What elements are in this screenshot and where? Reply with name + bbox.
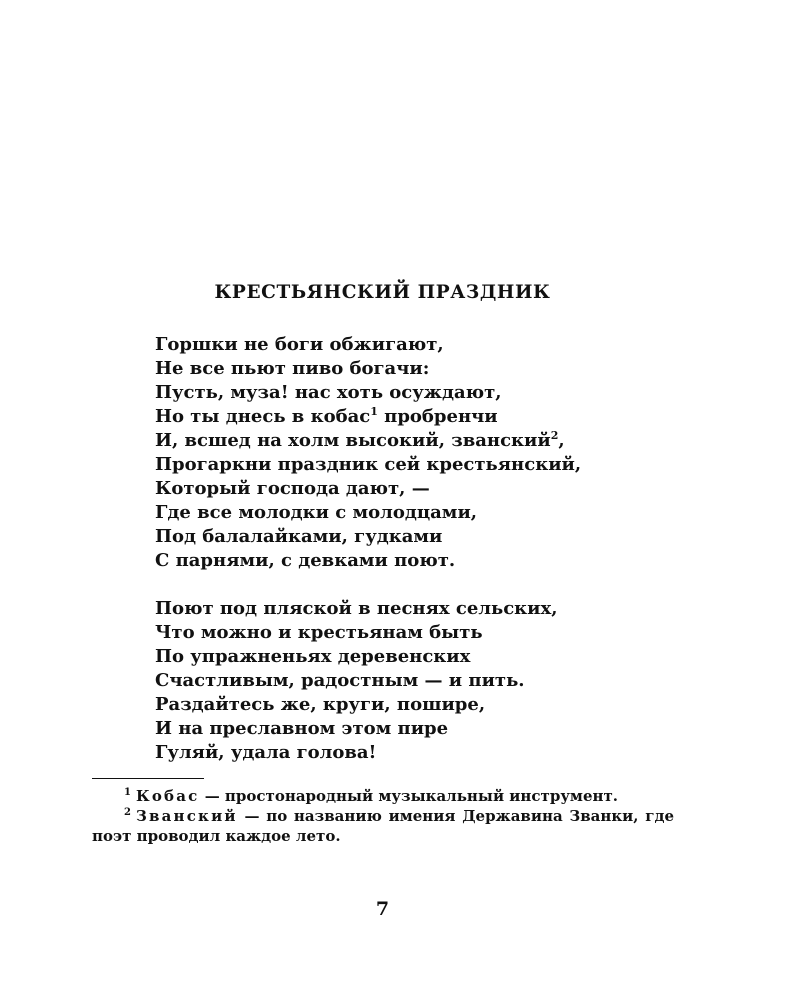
poem-line bbox=[155, 693, 715, 717]
line-text: Под балалайками, гудками bbox=[155, 526, 443, 547]
line-text: Прогаркни праздник сей крестьянский, bbox=[155, 454, 582, 475]
line-text-continued: пробренчи bbox=[377, 406, 498, 427]
footnotes bbox=[92, 786, 674, 846]
footnote-term: Кобас bbox=[135, 787, 200, 805]
poem-line bbox=[155, 549, 715, 573]
line-text: Но ты днесь в кобас bbox=[155, 406, 371, 427]
line-text: Гуляй, удала голова! bbox=[155, 742, 377, 763]
line-text: Поют под пляской в песнях сельских, bbox=[155, 598, 558, 619]
stanza-1 bbox=[155, 333, 715, 573]
line-text: С парнями, с девками поют. bbox=[155, 550, 456, 571]
line-text: Пусть, муза! нас хоть осуждают, bbox=[155, 382, 502, 403]
footnote-reference-1: 1 bbox=[370, 405, 378, 418]
poem-line bbox=[155, 621, 715, 645]
poem-line bbox=[155, 669, 715, 693]
poem-line bbox=[155, 741, 715, 765]
line-text: Что можно и крестьянам быть bbox=[155, 622, 483, 643]
footnote-mark: 1 bbox=[124, 787, 131, 798]
poem-line bbox=[155, 717, 715, 741]
poem-line bbox=[155, 381, 715, 405]
line-text: Где все молодки с молодцами, bbox=[155, 502, 478, 523]
footnote-text: — простонародный музыкальный инструмент. bbox=[199, 787, 618, 805]
poem-line bbox=[155, 597, 715, 621]
line-text: Не все пьют пиво богачи: bbox=[155, 358, 430, 379]
footnote-mark: 2 bbox=[124, 807, 131, 818]
poem-line bbox=[155, 645, 715, 669]
stanza-2 bbox=[155, 597, 715, 765]
line-text: По упражненьях деревенских bbox=[155, 646, 471, 667]
line-text: Раздайтесь же, круги, пошире, bbox=[155, 694, 486, 715]
poem-line bbox=[155, 429, 715, 453]
poem-line bbox=[155, 477, 715, 501]
footnote-1 bbox=[92, 786, 674, 806]
poem-line bbox=[155, 333, 715, 357]
line-text: Горшки не боги обжигают, bbox=[155, 334, 444, 355]
poem-line bbox=[155, 357, 715, 381]
footnote-separator bbox=[92, 778, 204, 779]
poem-title: КРЕСТЬЯНСКИЙ ПРАЗДНИК bbox=[214, 282, 551, 303]
line-text: И, всшед на холм высокий, званский bbox=[155, 430, 551, 451]
line-text-continued: , bbox=[558, 430, 565, 451]
footnote-term: Званский bbox=[135, 807, 238, 825]
line-text: Который господа дают, — bbox=[155, 478, 430, 499]
footnote-reference-2: 2 bbox=[550, 429, 559, 442]
page-number: 7 bbox=[375, 898, 390, 920]
poem-line bbox=[155, 405, 715, 429]
poem-line bbox=[155, 525, 715, 549]
line-text: Счастливым, радостным — и пить. bbox=[155, 670, 525, 691]
footnote-2 bbox=[92, 806, 674, 846]
poem-body bbox=[155, 333, 715, 765]
poem-line bbox=[155, 501, 715, 525]
poem-line bbox=[155, 453, 715, 477]
line-text: И на преславном этом пире bbox=[155, 718, 449, 739]
footnote-text: — по названию имения Державина Званки, где поэт проводил каждое лето. bbox=[92, 807, 674, 845]
